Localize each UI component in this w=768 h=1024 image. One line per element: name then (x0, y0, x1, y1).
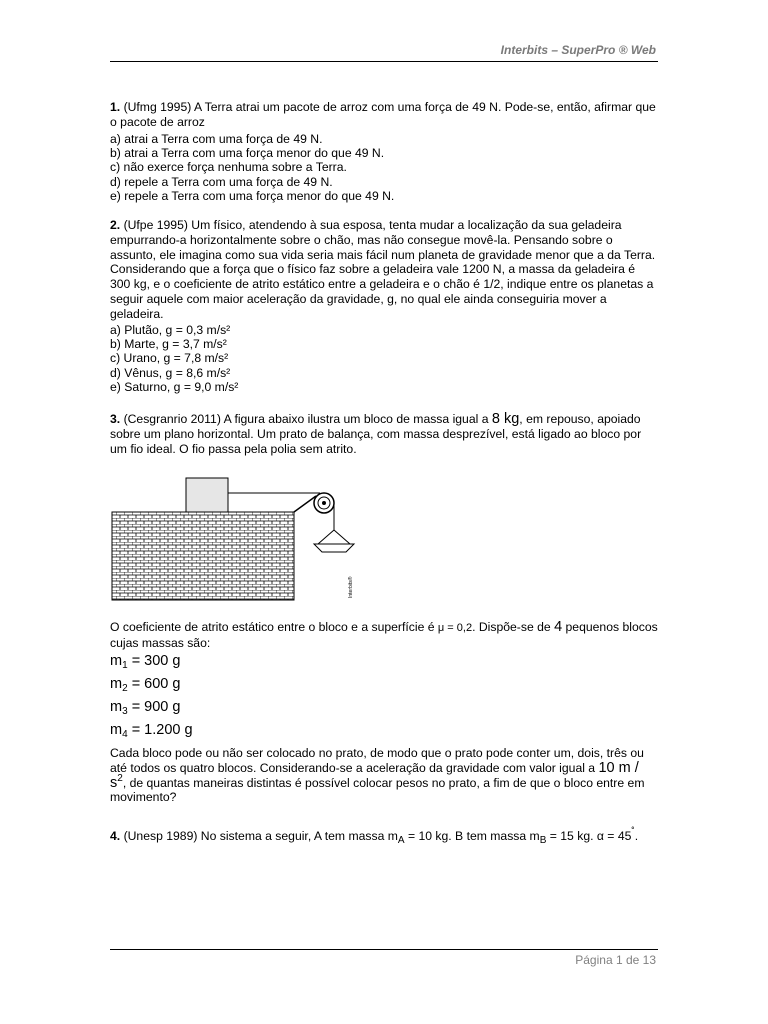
pulley-support (294, 496, 316, 512)
figure-credit: Interbits® (348, 576, 354, 598)
question-1-options (110, 132, 658, 203)
question-4-stem (110, 826, 658, 846)
question-3-text-b: , em repouso, apoiado sobre um plano horizontal. Um prato de balança, com massa desprezível, está ligado ao bloco por um fio ideal. O fio passa pela polia sem atrito. (110, 412, 642, 456)
question-4-text-b: = 10 kg. B tem massa m (404, 829, 540, 843)
question-1-number: 1. (110, 100, 121, 114)
header-title: Interbits – SuperPro ® Web (500, 43, 656, 57)
option-d: d) Vênus, g = 8,6 m/s² (110, 365, 231, 380)
question-4-text-a: (Unesp 1989) No sistema a seguir, A tem massa m (123, 829, 398, 843)
question-3-closing (110, 746, 658, 805)
question-2-number: 2. (110, 218, 121, 232)
angle-value: 45 (617, 829, 632, 843)
mass-symbol: m (110, 722, 123, 738)
option-a: a) atrai a Terra com uma força de 49 N. (110, 132, 323, 146)
option-c: c) não exerce força nenhuma sobre a Terra. (110, 160, 347, 175)
mass-symbol: m (110, 653, 123, 669)
mass-value: = 300 g (131, 653, 181, 669)
option-c: c) Urano, g = 7,8 m/s² (110, 351, 229, 366)
mass-subscript: 4 (122, 729, 128, 740)
mass-item-1 (110, 651, 193, 674)
mass-list (110, 651, 193, 743)
friction-text-b: . Dispõe-se de (472, 620, 551, 634)
question-1-text: (Ufmg 1995) A Terra atrai um pacote de arroz com uma força de 49 N. Pode-se, então, afirmar que o pacote de arroz (110, 100, 656, 129)
question-4-end: . (634, 829, 639, 843)
table-surface (112, 512, 294, 600)
gravity-exponent: 2 (117, 772, 123, 784)
block-pulley-figure (108, 470, 370, 606)
friction-text (110, 620, 658, 651)
question-4-text-c: = 15 kg. α = (546, 829, 615, 843)
block (186, 478, 228, 512)
page-number: Página 1 de 13 (575, 953, 656, 967)
closing-text-a: Cada bloco pode ou não ser colocado no prato, de modo que o prato pode conter um, dois, três ou até todos os quatro blocos. Considerando-se a aceleração da gravidade com valor igual a (110, 746, 644, 775)
pan-cord-right (334, 530, 350, 544)
page-footer (110, 949, 658, 967)
question-2-options (110, 323, 658, 394)
question-2-text: (Ufpe 1995) Um físico, atendendo à sua esposa, tenta mudar a localização da sua geladeira empurrando-a horizontalmente sobre o chão, mas não consegue movê-la. Pensando sobre o assunto, ele imagina como sua vida seria mais fácil num planeta de gravidade menor que a da Terra. Considerando que a força que o físico faz sobre a geladeira vale 1200 N, a massa da geladeira é 300 kg, e o coeficiente de atrito estático entre a geladeira e o chão é 1/2, indique entre os planetas a seguir aquele com maior aceleração da gravidade, g, no qual ele ainda conseguiria mover a geladeira. (110, 218, 656, 321)
closing-text-b: , de quantas maneiras distintas é possível colocar pesos no prato, a fim de que o bloco entre em movimento? (110, 775, 645, 805)
question-3-number: 3. (110, 412, 121, 426)
subscript-b: B (539, 835, 547, 846)
option-a: a) Plutão, g = 0,3 m/s² (110, 323, 231, 337)
mass-value: = 900 g (131, 699, 181, 715)
gravity-base: 10 m / s (110, 759, 639, 791)
mu-value: μ = 0,2 (437, 622, 473, 634)
mass-subscript: 3 (122, 706, 128, 717)
degree-mark: ˚ (631, 826, 635, 838)
mass-subscript: 1 (122, 660, 128, 671)
balance-pan (314, 544, 354, 552)
question-3-text-a: (Cesgranrio 2011) A figura abaixo ilustra um bloco de massa igual a (123, 412, 489, 426)
mass-item-2 (110, 674, 193, 697)
option-b: b) atrai a Terra com uma força menor do que 49 N. (110, 146, 385, 161)
pan-cord-left (318, 530, 334, 544)
option-e: e) Saturno, g = 9,0 m/s² (110, 379, 239, 394)
question-3-stem (110, 412, 658, 456)
block-count: 4 (554, 619, 563, 635)
option-d: d) repele a Terra com uma força de 49 N. (110, 174, 333, 189)
mass-value: = 600 g (131, 676, 181, 692)
pulley-axle (322, 501, 326, 505)
mass-symbol: m (110, 676, 123, 692)
block-mass: 8 kg (491, 411, 520, 427)
question-4-number: 4. (110, 829, 121, 843)
friction-text-a: O coeficiente de atrito estático entre o bloco e a superfície é (110, 620, 435, 634)
mass-item-3 (110, 697, 193, 720)
option-e: e) repele a Terra com uma força menor do que 49 N. (110, 188, 395, 203)
mass-symbol: m (110, 699, 123, 715)
mass-item-4 (110, 720, 193, 743)
option-b: b) Marte, g = 3,7 m/s² (110, 337, 227, 352)
question-1-stem (110, 100, 658, 130)
page-header (110, 41, 658, 62)
mass-subscript: 2 (122, 683, 128, 694)
question-2-stem (110, 218, 658, 322)
subscript-a: A (397, 835, 405, 846)
friction-text-c: pequenos blocos cujas massas são: (110, 620, 658, 650)
mass-value: = 1.200 g (131, 722, 193, 738)
